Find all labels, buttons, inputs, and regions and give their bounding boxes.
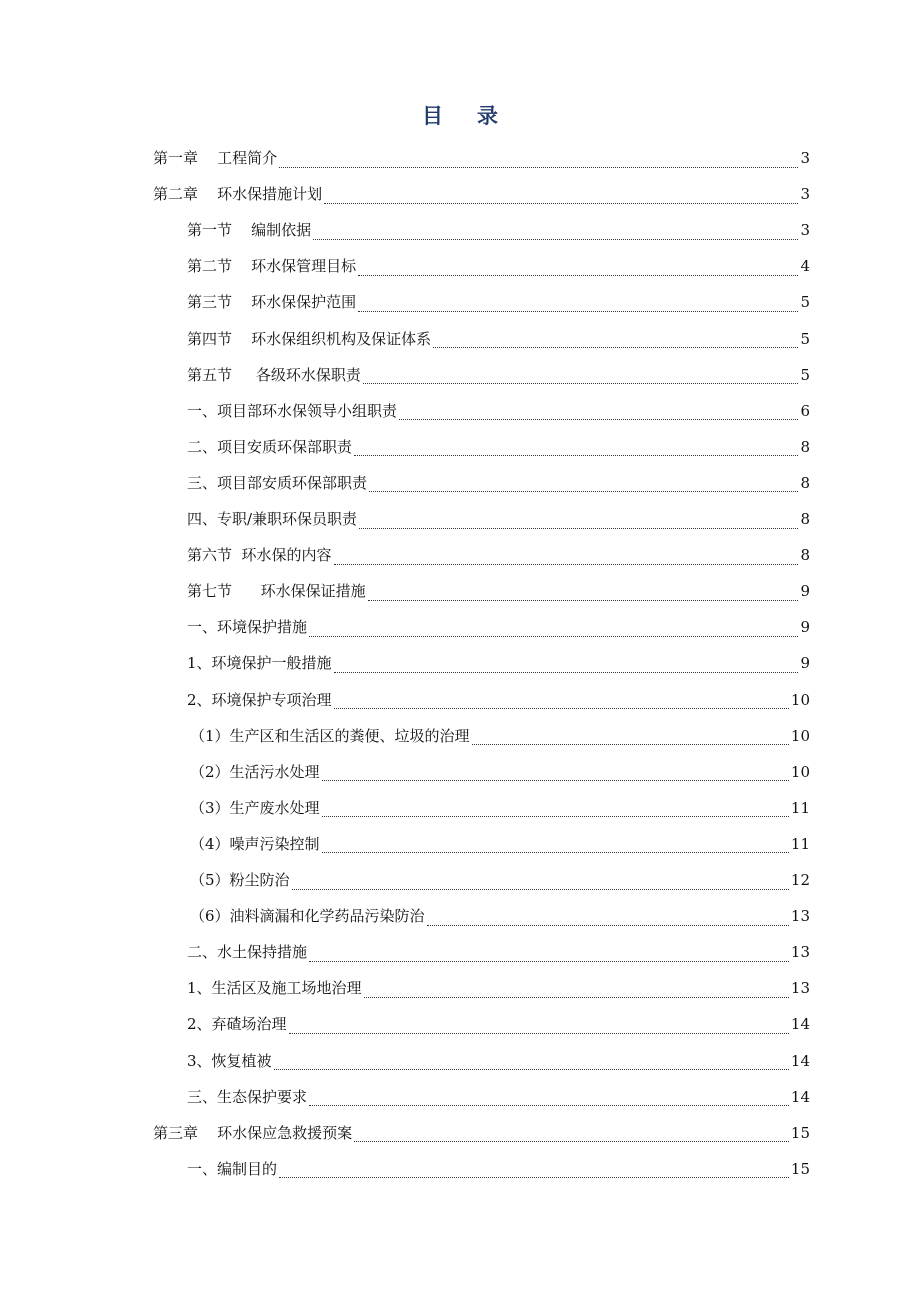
toc-entry-label: 第一节 编制依据	[187, 221, 312, 240]
toc-entry-page-number: 10	[790, 762, 810, 781]
dot-leader	[369, 479, 798, 492]
dot-leader	[334, 552, 799, 565]
toc-entry[interactable]	[0, 790, 920, 826]
toc-entry-label: 3、恢复植被	[187, 1051, 272, 1070]
toc-entry-page-number: 5	[800, 365, 810, 384]
toc-entry[interactable]	[0, 862, 920, 898]
toc-entry[interactable]	[0, 573, 920, 609]
toc-entry[interactable]	[0, 1151, 920, 1187]
dot-leader	[279, 1165, 789, 1178]
toc-entry-page-number: 10	[790, 726, 810, 745]
dot-leader	[368, 588, 799, 601]
toc-entry-page-number: 10	[790, 690, 810, 709]
toc-entry-page-number: 12	[790, 871, 810, 889]
toc-entry-page-number: 13	[790, 943, 810, 962]
toc-entry[interactable]	[0, 357, 920, 393]
toc-entry-page-number: 14	[790, 1051, 810, 1070]
dot-leader	[292, 877, 789, 890]
toc-entry-label: 第五节 各级环水保职责	[187, 365, 361, 384]
toc-entry[interactable]	[0, 898, 920, 934]
toc-entry-page-number: 8	[800, 473, 810, 492]
toc-entry-label: （1）生产区和生活区的粪便、垃圾的治理	[190, 726, 470, 745]
dot-leader	[279, 155, 798, 168]
dot-leader	[289, 1021, 789, 1034]
dot-leader	[313, 227, 798, 240]
toc-entry-page-number: 3	[800, 149, 810, 167]
toc-entry[interactable]	[0, 465, 920, 501]
toc-entry-page-number: 15	[790, 1123, 810, 1142]
dot-leader	[358, 263, 798, 276]
toc-entry[interactable]	[0, 1115, 920, 1151]
toc-entry-label: 一、项目部环水保领导小组职责	[187, 401, 398, 420]
toc-entry-label: 二、水土保持措施	[187, 943, 308, 962]
toc-entry-page-number: 13	[790, 979, 810, 998]
toc-entry[interactable]	[0, 176, 920, 212]
toc-entry[interactable]	[0, 501, 920, 537]
toc-entry[interactable]	[0, 1006, 920, 1042]
toc-entry-page-number: 6	[800, 401, 810, 420]
dot-leader	[433, 335, 798, 348]
toc-entry-page-number: 5	[800, 293, 810, 312]
toc-entry[interactable]	[0, 754, 920, 790]
toc-entry[interactable]	[0, 934, 920, 970]
toc-entry-page-number: 4	[800, 257, 810, 276]
toc-entry-page-number: 14	[790, 1087, 810, 1106]
toc-entry-label: （4）噪声污染控制	[190, 834, 320, 853]
toc-entry-label: 二、项目安质环保部职责	[187, 437, 353, 456]
toc-entry-label: （2）生活污水处理	[190, 762, 320, 781]
toc-entry[interactable]	[0, 429, 920, 465]
toc-entry[interactable]	[0, 1043, 920, 1079]
toc-entry-label: （3）生产废水处理	[190, 798, 320, 817]
toc-entry[interactable]	[0, 645, 920, 681]
dot-leader	[309, 1093, 789, 1106]
title-char-2: 录	[477, 103, 498, 128]
toc-entry[interactable]	[0, 537, 920, 573]
dot-leader	[309, 624, 798, 637]
toc-entry-page-number: 14	[790, 1015, 810, 1034]
dot-leader	[334, 660, 799, 673]
toc-entry-label: 一、编制目的	[187, 1159, 278, 1178]
dot-leader	[324, 191, 798, 204]
toc-entry-label: 1、生活区及施工场地治理	[187, 979, 362, 998]
toc-entry-label: 第三章 环水保应急救援预案	[153, 1123, 353, 1142]
toc-entry[interactable]	[0, 284, 920, 320]
dot-leader	[427, 913, 789, 926]
toc-entry-page-number: 9	[800, 654, 810, 673]
toc-entry-label: 三、生态保护要求	[187, 1087, 308, 1106]
dot-leader	[322, 768, 789, 781]
toc-entry-page-number: 3	[800, 221, 810, 240]
toc-entry[interactable]	[0, 718, 920, 754]
toc-entry-page-number: 3	[800, 185, 810, 204]
toc-entry-page-number: 9	[800, 582, 810, 601]
toc-entry-page-number: 9	[800, 618, 810, 637]
toc-entry-label: 第二章 环水保措施计划	[153, 185, 323, 204]
toc-entry-page-number: 11	[790, 798, 810, 817]
dot-leader	[334, 696, 789, 709]
dot-leader	[472, 732, 789, 745]
toc-entry-label: 2、环境保护专项治理	[187, 690, 332, 709]
toc-entry[interactable]	[0, 609, 920, 645]
dot-leader	[354, 443, 798, 456]
toc-entry-page-number: 15	[790, 1159, 810, 1178]
dot-leader	[364, 985, 789, 998]
toc-entry-page-number: 8	[800, 437, 810, 456]
dot-leader	[274, 1057, 789, 1070]
dot-leader	[399, 407, 798, 420]
dot-leader	[309, 949, 789, 962]
toc-entry-label: 第四节 环水保组织机构及保证体系	[187, 329, 432, 348]
toc-entry-label: 1、环境保护一般措施	[187, 654, 332, 673]
page-title	[0, 100, 920, 130]
toc-entry-label: （5）粉尘防治	[190, 871, 290, 889]
dot-leader	[363, 371, 799, 384]
toc-entry[interactable]	[0, 826, 920, 862]
dot-leader	[359, 516, 798, 529]
dot-leader	[322, 804, 789, 817]
toc-entry-label: 第二节 环水保管理目标	[187, 257, 357, 276]
toc-entry-page-number: 8	[800, 546, 810, 565]
toc-entry[interactable]	[0, 248, 920, 284]
toc-entry-label: 第七节 环水保保证措施	[187, 582, 366, 601]
toc-entry[interactable]	[0, 140, 920, 176]
toc-entry-label: 一、环境保护措施	[187, 618, 308, 637]
toc-entry[interactable]	[0, 1079, 920, 1115]
toc-entry-label: （6）油料滴漏和化学药品污染防治	[190, 907, 425, 926]
toc-entry[interactable]	[0, 321, 920, 357]
toc-entry[interactable]	[0, 682, 920, 718]
toc-entry-label: 第三节 环水保保护范围	[187, 293, 357, 312]
toc-entry-label: 第一章 工程简介	[153, 149, 278, 167]
title-char-1: 目	[422, 103, 443, 128]
toc-entry-label: 2、弃碴场治理	[187, 1015, 287, 1034]
toc-entry-label: 三、项目部安质环保部职责	[187, 473, 368, 492]
dot-leader	[354, 1129, 789, 1142]
toc-entry-page-number: 8	[800, 510, 810, 528]
toc-entry[interactable]	[0, 393, 920, 429]
toc-entry-page-number: 5	[800, 329, 810, 348]
dot-leader	[322, 840, 789, 853]
toc-entry-page-number: 11	[790, 834, 810, 853]
toc-entry-label: 四、专职/兼职环保员职责	[187, 510, 358, 528]
toc-entry[interactable]	[0, 212, 920, 248]
toc-entry-label: 第六节 环水保的内容	[187, 546, 332, 565]
toc-entry-page-number: 13	[790, 907, 810, 926]
dot-leader	[358, 299, 798, 312]
toc-entry[interactable]	[0, 970, 920, 1006]
